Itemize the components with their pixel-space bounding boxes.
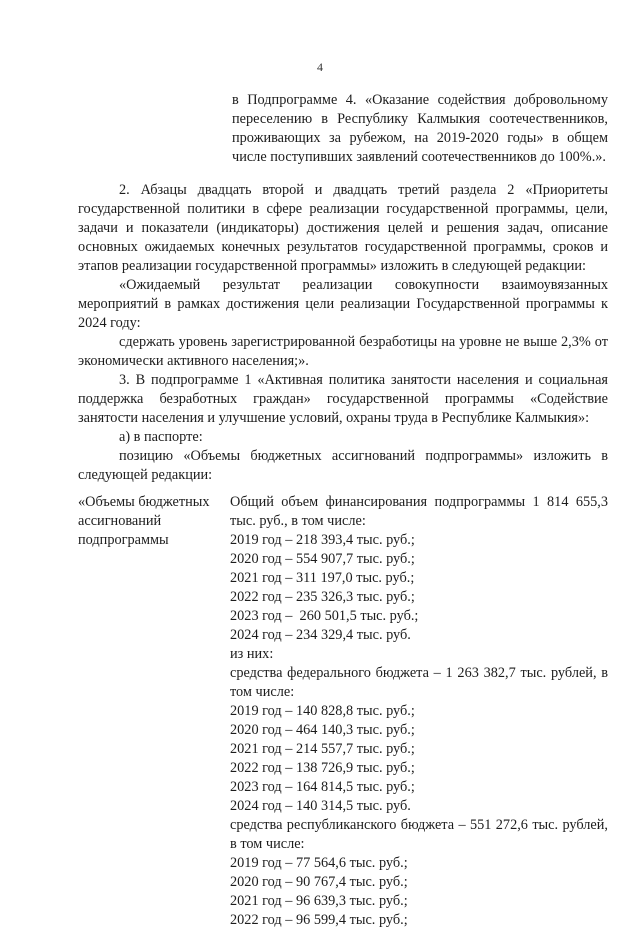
paragraph-item-2: 2. Абзацы двадцать второй и двадцать третий раздела 2 «Приоритеты государственной политики в сфере реализации государственной программы, цели, задачи и показатели (индикаторы) достижения целей и решения задач, описание основных ожидаемых конечных результатов государственной программы, сроков и этапов реализации государственной программы» изложить в следующей редакции: — [78, 182, 608, 274]
continuation-text: в Подпрограмме 4. «Оказание содействия добровольному переселению в Республику Калмыкия соотечественников, проживающих за рубежом, на 2019-2020 годы» в общем числе поступивших заявлений соотечественников до 100%.». — [232, 92, 608, 165]
paragraph-unemployment-target: сдержать уровень зарегистрированной безработицы на уровне не выше 2,3% от экономически активного населения;». — [78, 334, 608, 369]
funding-total: Общий объем финансирования подпрограммы 1 814 655,3 тыс. руб., в том числе: — [230, 494, 608, 529]
paragraph-position-intro: позицию «Объемы бюджетных ассигнований подпрограммы» изложить в следующей редакции: — [78, 448, 608, 483]
federal-year-row: 2021 год – 214 557,7 тыс. руб.; — [230, 741, 415, 757]
funding-year-row: 2020 год – 554 907,7 тыс. руб.; — [230, 551, 415, 567]
federal-year-row: 2020 год – 464 140,3 тыс. руб.; — [230, 722, 415, 738]
federal-year-row: 2022 год – 138 726,9 тыс. руб.; — [230, 760, 415, 776]
page-number: 4 — [317, 60, 323, 74]
funding-label-line: ассигнований — [78, 513, 162, 529]
funding-label — [78, 493, 223, 550]
funding-year-row: 2021 год – 311 197,0 тыс. руб.; — [230, 570, 415, 586]
federal-year-row: 2024 год – 140 314,5 тыс. руб. — [230, 798, 411, 814]
funding-federal: средства федерального бюджета – 1 263 382,7 тыс. рублей, в том числе: — [230, 665, 608, 700]
funding-year-row: 2024 год – 234 329,4 тыс. руб. — [230, 627, 411, 643]
funding-values — [230, 493, 608, 930]
federal-year-row: 2023 год – 164 814,5 тыс. руб.; — [230, 779, 415, 795]
republican-year-row: 2019 год – 77 564,6 тыс. руб.; — [230, 855, 408, 871]
paragraph-passport: а) в паспорте: — [119, 429, 203, 445]
funding-label-line: «Объемы бюджетных — [78, 494, 210, 510]
body-text — [78, 181, 608, 485]
paragraph-item-3: 3. В подпрограмме 1 «Активная политика занятости населения и социальная поддержка безработных граждан» государственной программы «Содействие занятости населения и улучшение условий, охраны труда в Республике Калмыкия»: — [78, 372, 608, 426]
funding-label-line: подпрограммы — [78, 532, 169, 548]
funding-year-row: 2019 год – 218 393,4 тыс. руб.; — [230, 532, 415, 548]
republican-year-row: 2020 год – 90 767,4 тыс. руб.; — [230, 874, 408, 890]
funding-year-row: 2023 год – 260 501,5 тыс. руб.; — [230, 608, 419, 624]
funding-year-row: 2022 год – 235 326,3 тыс. руб.; — [230, 589, 415, 605]
paragraph-expected-result: «Ожидаемый результат реализации совокупности взаимоувязанных мероприятий в рамках достижения цели реализации Государственной программы к 2024 году: — [78, 277, 608, 331]
republican-year-row: 2022 год – 96 599,4 тыс. руб.; — [230, 912, 408, 928]
funding-republican: средства республиканского бюджета – 551 272,6 тыс. рублей, в том числе: — [230, 817, 608, 852]
federal-year-row: 2019 год – 140 828,8 тыс. руб.; — [230, 703, 415, 719]
funding-of-which: из них: — [230, 646, 274, 662]
republican-year-row: 2021 год – 96 639,3 тыс. руб.; — [230, 893, 408, 909]
